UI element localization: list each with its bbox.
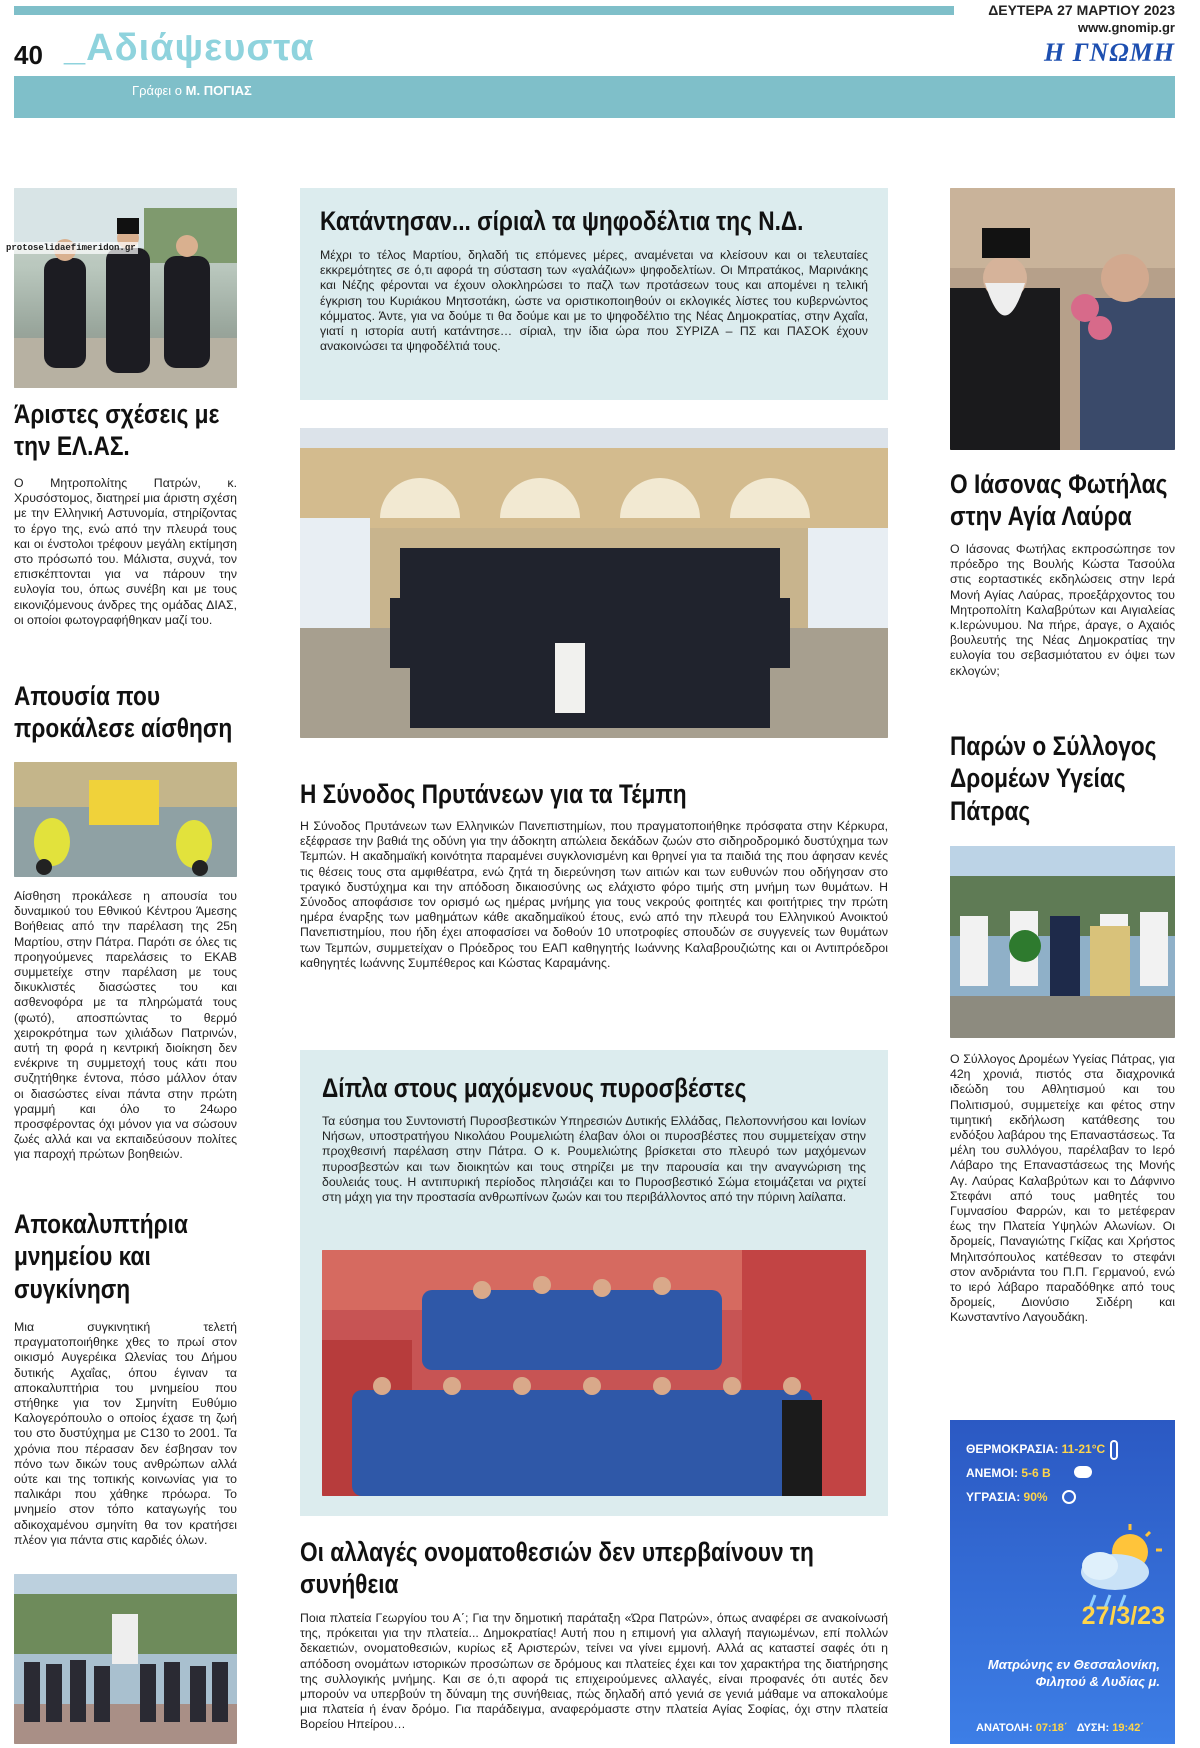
headline-pyrosvestes: Δίπλα στους μαχόμενους πυροσβέστες [322,1073,747,1103]
weather-humidity [966,1490,1048,1504]
wind-icon [1074,1466,1092,1478]
headline-dromeis: Παρών ο Σύλλογος Δρομέων Υγείας Πάτρας [950,731,1157,826]
headline-apousia: Απουσία που προκάλεσε αίσθηση [14,681,233,744]
photo-rectors-synod-art [300,428,888,738]
thermometer-icon [1110,1440,1118,1460]
sunrise-label: ΑΝΑΤΟΛΗ: [976,1722,1033,1734]
humidity-label: ΥΓΡΑΣΙΑ: [966,1490,1021,1504]
weather-date: 27/3/23 [1081,1602,1165,1630]
headline-onomatothesies: Οι αλλαγές ονοματοθεσιών δεν υπερβαίνουν τη συνήθεια [300,1537,814,1600]
weather-temperature [966,1442,1105,1456]
article-apousia-body: Αίσθηση προκάλεσε η απουσία του δυναμικού του Εθνικού Κέντρου Άμεσης Βοήθειας από την παρέλαση της 25η Μαρτίου, στην Πάτρα. Παρότι σε όλες τις προηγούμενες παρελάσεις το ΕΚΑΒ συμμετείχε στην παρέλαση με τους δικυκλιστές διασώστες του και ασθενοφόρα με τα πληρώματά τους (φωτό), αποσπώντας το θερμό χειροκρότημα των χιλιάδων Πατρινών, αυτή τη φορά η κεντρική διοίκηση δεν ενέκρινε τη συμμετοχή τους κάτι που συζητήθηκε έντονα, πόσο μάλλον όταν οι διασώστες είναι πάντα στην πρώτη γραμμή και όλο το 24ωρο προσφέροντας όχι μόνον για να σώσουν ζωές αλλά και να εκπαιδεύσουν πολίτες για παροχή πρώτων βοηθειών. [14,889,237,1162]
weather-wind [966,1466,1051,1480]
photo-firefighters-art [322,1250,866,1496]
article-dromeis-body: Ο Σύλλογος Δρομέων Υγείας Πάτρας, για 42η χρονιά, πιστός στα διαχρονικά ιδεώδη του Αθλητισμού και του Πολιτισμού, συμμετείχε και φέτος στην τιμητική εκδήλωση κατάθεσης του ενδόξου λαβάρου της Επαναστάσεως. Τα μέλη του συλλόγου, παρέλαβαν το Ιερό Λάβαρο της Επαναστάσεως της Μονής Αγ. Λαύρας Καλαβρύτων και το Δάφνινο Στεφάνι από τους μαθητές του Γυμνασίου Φαρρών, και το μετέφεραν έως την Πλατεία Υψηλών Αλωνίων. Οι δρομείς, Παναγιώτης Γκίζας και Χρήστος Μηλιτσόπουλος κατέθεσαν το στεφάνι στον ανδριάντα του Π.Π. Γερμανού, ενώ το ιερό λάβαρο παραδόθηκε από τους δρομείς, Διονύσιο Σιδέρη και Κωνσταντίνο Λαγουδάκη. [950,1052,1175,1325]
sunset-label: ΔΥΣΗ: [1076,1722,1110,1734]
headline-elas: Άριστες σχέσεις με την ΕΛ.ΑΣ. [14,399,220,462]
sunset-value: 19:42΄ [1112,1722,1144,1734]
photo-rectors-synod [300,428,888,738]
watermark: protoselidaefimeridon.gr [6,243,136,253]
photo-metropolitan-police [14,188,237,388]
sun-times [976,1722,1144,1734]
article-fotilas-body: Ο Ιάσονας Φωτήλας εκπροσώπησε τον πρόεδρο της Βουλής Κώστα Τασούλα στις εορταστικές εκδηλώσεις στην Ιερά Μονή Αγίας Λαύρας, προεξάρχοντος του Μητροπολίτη Καλαβρύτων και Αιγιαλείας κ.Ιερώνυμου. Να πήρε, άραγε, ο Αχαιός βουλευτής της Νέας Δημοκρατίας την ευλογία του σεβασμιότατου εν όψει των εκλογών; [950,542,1175,678]
wind-label: ΑΝΕΜΟΙ: [966,1466,1018,1480]
photo-ekav-parade [14,762,237,877]
saints-of-day: Ματρώνης εν Θεσσαλονίκη, Φιλητού & Λυδίας μ. [987,1657,1160,1689]
photo-ekav-parade-art [14,762,237,877]
photo-metropolitan-police-art [14,188,237,388]
photo-fotilas-agia-lavra [950,188,1175,450]
newspaper-logo: Η ΓΝΩΜΗ [1044,38,1175,67]
headline-serial: Κατάντησαν... σίριαλ τα ψηφοδέλτια της Ν.Δ. [320,206,804,236]
header-top-rule [14,6,954,15]
humidity-icon [1062,1490,1076,1504]
article-synodos-body: Η Σύνοδος Πρυτάνεων των Ελληνικών Πανεπιστημίων, που πραγματοποιήθηκε πρόσφατα στην Κέρκυρα, εξέφρασε την βαθιά της οδύνη για την άδοκητη απώλεια δεκάδων ζωών στο σιδηροδρομικό δυστύχημα των Τεμπών. Η ακαδημαϊκή κοινότητα παραμένει συγκλονισμένη και θρηνεί για τα παιδιά της που άφησαν κενές τις θέσεις τους στα αμφιθέατρα, ενώ ζητά τη διερεύνηση των αιτιών και των ευθυνών που οδήγησαν στο τραγικό δυστύχημα και την απόδοση δικαιοσύνης ως ελάχιστο φόρο τιμής στη μνήμη των θυμάτων. Η Σύνοδος αποφάσισε τον ορισμό ως ημέρας μνήμης για τους νεκρούς φοιτητές και φοιτήτριες την πρώτη ημέρα έναρξης των μαθημάτων κάθε ακαδημαϊκού έτους, ενώ από την πλευρά του Ελληνικού Ανοικτού Πανεπιστημίου, που ήδη έχει αποφασίσει να δοθούν 10 υποτροφίες σπουδών σε συγγενείς των θυμάτων των Τεμπών, συμμετείχαν ο Πρόεδρος του ΕΑΠ καθηγητής Ιωάννης Καλαβρουζιώτης και οι Αντιπρόεδροι καθηγητές Ιωάννης Συμπέθερος και Κώστας Καραμάνης. [300,819,888,970]
photo-fotilas-agia-lavra-art [950,188,1175,450]
byline [132,83,252,98]
sunrise-value: 07:18΄ [1035,1722,1068,1734]
temperature-value: 11-21°C [1061,1442,1106,1456]
article-elas-body: Ο Μητροπολίτης Πατρών, κ. Χρυσόστομος, διατηρεί μια άριστη σχέση με την Ελληνική Αστυνομία, στηρίζοντας το έργο της, ενώ από την πλευρά τους και οι ένστολοι τρέφουν μεγάλη εκτίμηση στο πρόσωπό του. Μάλιστα, συχνά, τον επισκέπτονται για να πάρουν την ευλογία του, όπως συνέβη και με τους εικονιζόμενους άνδρες της ομάδας ΔΙΑΣ, οι οποίοι φωτογραφήθηκαν μαζί του. [14,476,237,627]
website-link[interactable]: www.gnomip.gr [1077,20,1175,35]
photo-monument-unveiling [14,1574,237,1744]
byline-author: Μ. ΠΟΓΙΑΣ [185,83,252,98]
photo-runners-club-art [950,846,1175,1038]
headline-fotilas: Ο Ιάσονας Φωτήλας στην Αγία Λαύρα [950,469,1168,532]
article-serial-body: Μέχρι το τέλος Μαρτίου, δηλαδή τις επόμενες μέρες, αναμένεται να κλείσουν και οι τελευταίες εκκρεμότητες σε ό,τι αφορά τη σύσταση των «γαλάζιων» ψηφοδελτίων. Οι Μπρατάκος, Μαρινάκης και Νέζης φέρονται να έχουν ολοκληρώσει το παζλ των προτάσεων τους και απομένει η τελική έγκριση του Κυριάκου Μητσοτάκη, ώστε να οριστικοποιηθούν οι εκλογικές λίστες του κυβερνώντος κόμματος. Άντε, για να δούμε τι θα δούμε και με το ψηφοδέλτιο της Νέας Δημοκρατίας, στην Αχαΐα, γιατί η ιστορία αυτή κατάντησε… σίριαλ, την ίδια ώρα που ΣΥΡΙΖΑ – ΠΣ και ΠΑΣΟΚ έχουν ανακοινώσει τα ψηφοδέλτιά τους. [320,248,868,354]
temperature-label: ΘΕΡΜΟΚΡΑΣΙΑ: [966,1442,1059,1456]
issue-date: ΔΕΥΤΕΡΑ 27 ΜΑΡΤΙΟΥ 2023 [988,2,1175,18]
article-mnimeio-body: Μια συγκινητική τελετή πραγματοποιήθηκε χθες το πρωί στον οικισμό Αυγερέικα Ωλενίας του Δήμου δυτικής Αχαΐας, όπου έγιναν τα αποκαλυπτήρια του μνημείου που στήθηκε για τον Σμηνίτη Ευθύμιο Καλογερόπουλο ο οποίος έχασε τη ζωή του στο δυστύχημα με C130 το 2001. Τα χρόνια που πέρασαν δεν έσβησαν τον πόνο των δικών τους ανθρώπων αλλά ούτε και της τοπικής κοινωνίας για το παλικάρι που χάθηκε πρόωρα. Το μνημείο στον τόπο καταγωγής του αδικοχαμένου σμηνίτη θα τον κρατήσει πλέον για πάντα στις καρδιές όλων. [14,1320,237,1547]
photo-monument-unveiling-art [14,1574,237,1744]
photo-firefighters [322,1250,866,1496]
photo-runners-club [950,846,1175,1038]
wind-value: 5-6 B [1021,1466,1051,1480]
page-number: 40 [14,40,43,70]
article-pyrosvestes-body: Τα εύσημα του Συντονιστή Πυροσβεστικών Υπηρεσιών Δυτικής Ελλάδας, Πελοποννήσου και Ιονίων Νήσων, υποστρατήγου Νικολάου Ρουμελιώτη έλαβαν όλοι οι πυροσβέστες που συμμετείχαν στην προχθεσινή παρέλαση στην Πάτρα. Ο κ. Ρουμελιώτης βρίσκεται στο πλευρό των μαχόμενων πυροσβεστών και των διοικητών και τους στηρίζει με την παρουσία και την αναγνώριση της δουλειάς τους. Η αντιπυρική περίοδος πλησιάζει και το Πυροσβεστικό Σώμα ετοιμάζεται να ριχτεί στη μάχη για την προστασία ανθρωπίνων ζωών και του περιβάλλοντος από την πύρινη λαίλαπα. [322,1114,866,1205]
humidity-value: 90% [1023,1490,1048,1504]
byline-prefix: Γράφει ο [132,83,186,98]
section-title: _Αδιάψευστα [64,27,315,69]
headline-synodos: Η Σύνοδος Πρυτάνεων για τα Τέμπη [300,779,687,809]
headline-mnimeio: Αποκαλυπτήρια μνημείου και συγκίνηση [14,1209,188,1304]
article-onomatothesies-body: Ποια πλατεία Γεωργίου του Α΄; Για την δημοτική παράταξη «Ώρα Πατρών», όπως αναφέρει σε ανακοίνωσή της, πρόκειται για την πλατεία... Δημοκρατίας! Αυτή που η επιμονή για αλλαγή παγιωμένων, επί πολλών δεκαετιών, ονοματοθεσιών, κυρίως εξ Αριστερών, τείνει να γίνει εμμονή. Αλλά ας καταστεί σαφές ότι η απόδοση ονομάτων ιστορικών προσώπων σε δρόμους και πλατείες έχει και τον χαρακτήρα της διατήρησης της συλλογικής μνήμης. Και σε ό,τι αφορά τις επιχειρούμενες αλλαγές, είναι προφανές ότι αυτές δεν μπορούν να υπερβούν τη δύναμη της συνήθειας, πώς δηλαδή από γενιά σε γενιά μάθαμε να αποκαλούμε μια πλατεία ή έναν δρόμο. Για παράδειγμα, αναφερόμαστε στην πλατεία Αγίας Σοφίας, όχι στην πλατεία Βορείου Ηπείρου… [300,1611,888,1732]
weather-box [950,1420,1175,1744]
